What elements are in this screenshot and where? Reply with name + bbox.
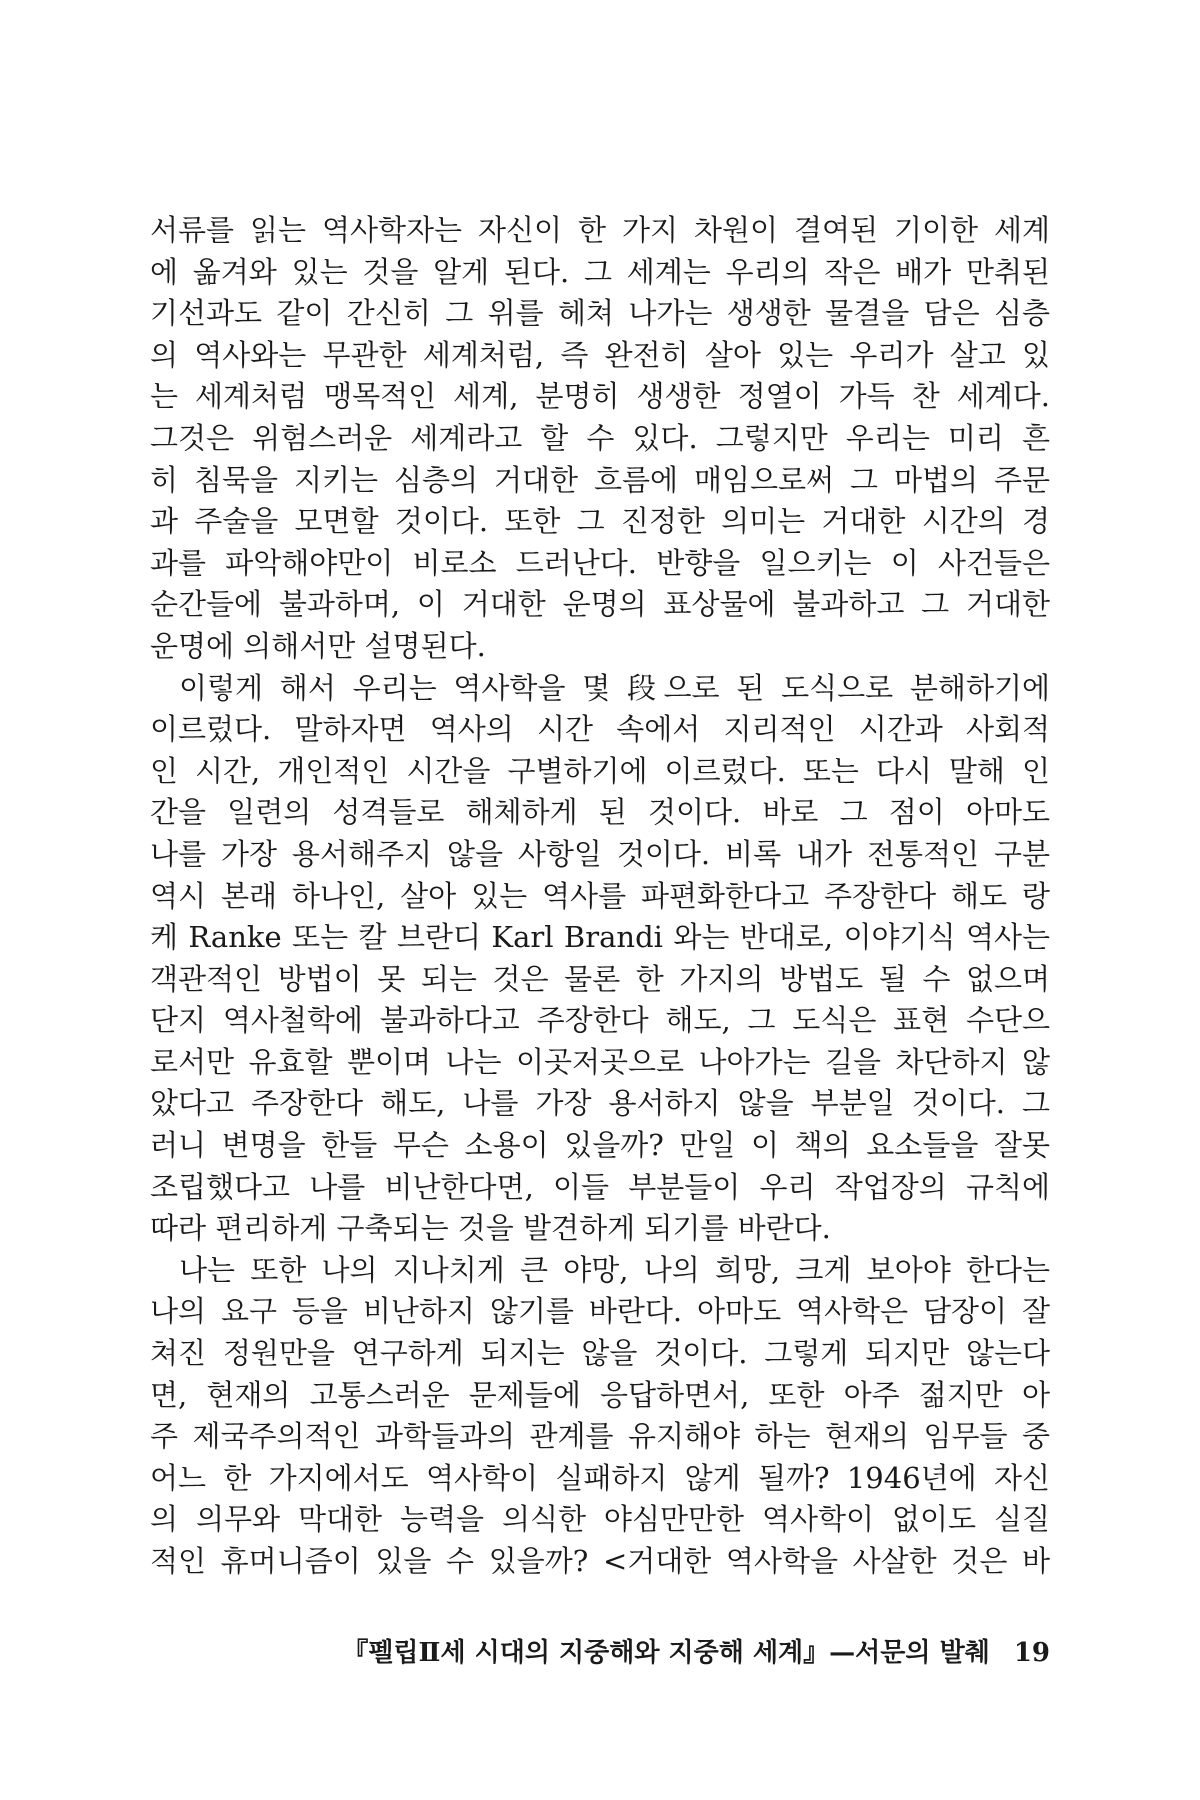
text-line: 나의 요구 등을 비난하지 않기를 바란다. 아마도 역사학은 담장이 잘 <box>150 1294 1050 1329</box>
text-line: 과 주술을 모면할 것이다. 또한 그 진정한 의미는 거대한 시간의 경 <box>150 504 1050 539</box>
text-line: 의 의무와 막대한 능력을 의식한 야심만만한 역사학이 없이도 실질 <box>150 1502 1050 1537</box>
text-line: 단지 역사철학에 불과하다고 주장한다 해도, 그 도식은 표현 수단으 <box>150 1003 1050 1038</box>
text-line: 이르렀다. 말하자면 역사의 시간 속에서 지리적인 시간과 사회적 <box>150 712 1050 747</box>
text-line: 주 제국주의적인 과학들과의 관계를 유지해야 하는 현재의 임무들 중 <box>150 1419 1050 1454</box>
text-line: 객관적인 방법이 못 되는 것은 물론 한 가지의 방법도 될 수 없으며 <box>150 961 1050 996</box>
text-line: 인 시간, 개인적인 시간을 구별하기에 이르렀다. 또는 다시 말해 인 <box>150 753 1050 788</box>
text-line: 의 역사와는 무관한 세계처럼, 즉 완전히 살아 있는 우리가 살고 있 <box>150 337 1050 372</box>
text-line: 순간들에 불과하며, 이 거대한 운명의 표상물에 불과하고 그 거대한 <box>150 587 1050 622</box>
text-line: 면, 현재의 고통스러운 문제들에 응답하면서, 또한 아주 젊지만 아 <box>150 1377 1050 1412</box>
running-title: 『펠립Ⅱ세 시대의 지중해와 지중해 세계』—서문의 발췌 <box>342 1638 990 1668</box>
text-line: 서류를 읽는 역사학자는 자신이 한 가지 차원이 결여된 기이한 세계 <box>150 213 1050 247</box>
text-line: 조립했다고 나를 비난한다면, 이들 부분들이 우리 작업장의 규칙에 <box>150 1169 1050 1204</box>
text-line: 러니 변명을 한들 무슨 소용이 있을까? 만일 이 책의 요소들을 잘못 <box>150 1128 1050 1163</box>
text-line: 에 옮겨와 있는 것을 알게 된다. 그 세계는 우리의 작은 배가 만취된 <box>150 254 1050 289</box>
text-line: 았다고 주장한다 해도, 나를 가장 용서하지 않을 부분일 것이다. 그 <box>150 1086 1050 1121</box>
text-line: 는 세계처럼 맹목적인 세계, 분명히 생생한 정열이 가득 찬 세계다. <box>150 379 1050 414</box>
page-body <box>150 210 1050 1583</box>
text-line: 역시 본래 하나인, 살아 있는 역사를 파편화한다고 주장한다 해도 랑 <box>150 878 1050 913</box>
text-line: 기선과도 같이 간신히 그 위를 헤쳐 나가는 생생한 물결을 담은 심층 <box>150 296 1050 331</box>
page-number: 19 <box>1013 1638 1050 1668</box>
text-line: 과를 파악해야만이 비로소 드러난다. 반향을 일으키는 이 사건들은 <box>150 545 1050 580</box>
text-line: 간을 일련의 성격들로 해체하게 된 것이다. 바로 그 점이 아마도 <box>150 795 1050 830</box>
text-line: 그것은 위험스러운 세계라고 할 수 있다. 그렇지만 우리는 미리 흔 <box>150 420 1050 455</box>
text-line: 따라 편리하게 구축되는 것을 발견하게 되기를 바란다. <box>150 1211 831 1246</box>
running-footer <box>150 1633 1050 1673</box>
text-line: 히 침묵을 지키는 심층의 거대한 흐름에 매임으로써 그 마법의 주문 <box>150 462 1050 497</box>
text-line: 나는 또한 나의 지나치게 큰 야망, 나의 희망, 크게 보아야 한다는 <box>179 1252 1050 1287</box>
text-line: 이렇게 해서 우리는 역사학을 몇 段으로 된 도식으로 분해하기에 <box>179 670 1050 705</box>
text-line: 나를 가장 용서해주지 않을 사항일 것이다. 비록 내가 전통적인 구분 <box>150 836 1050 871</box>
text-line: 운명에 의해서만 설명된다. <box>150 628 486 663</box>
text-line: 케 Ranke 또는 칼 브란디 Karl Brandi 와는 반대로, 이야기식 역사는 <box>150 920 1050 955</box>
text-line: 적인 휴머니즘이 있을 수 있을까? <거대한 역사학을 사살한 것은 바 <box>150 1544 1050 1578</box>
text-line: 로서만 유효할 뿐이며 나는 이곳저곳으로 나아가는 길을 차단하지 않 <box>150 1044 1050 1079</box>
text-line: 쳐진 정원만을 연구하게 되지는 않을 것이다. 그렇게 되지만 않는다 <box>150 1336 1050 1371</box>
text-line: 어느 한 가지에서도 역사학이 실패하지 않게 될까? 1946년에 자신 <box>150 1460 1050 1495</box>
